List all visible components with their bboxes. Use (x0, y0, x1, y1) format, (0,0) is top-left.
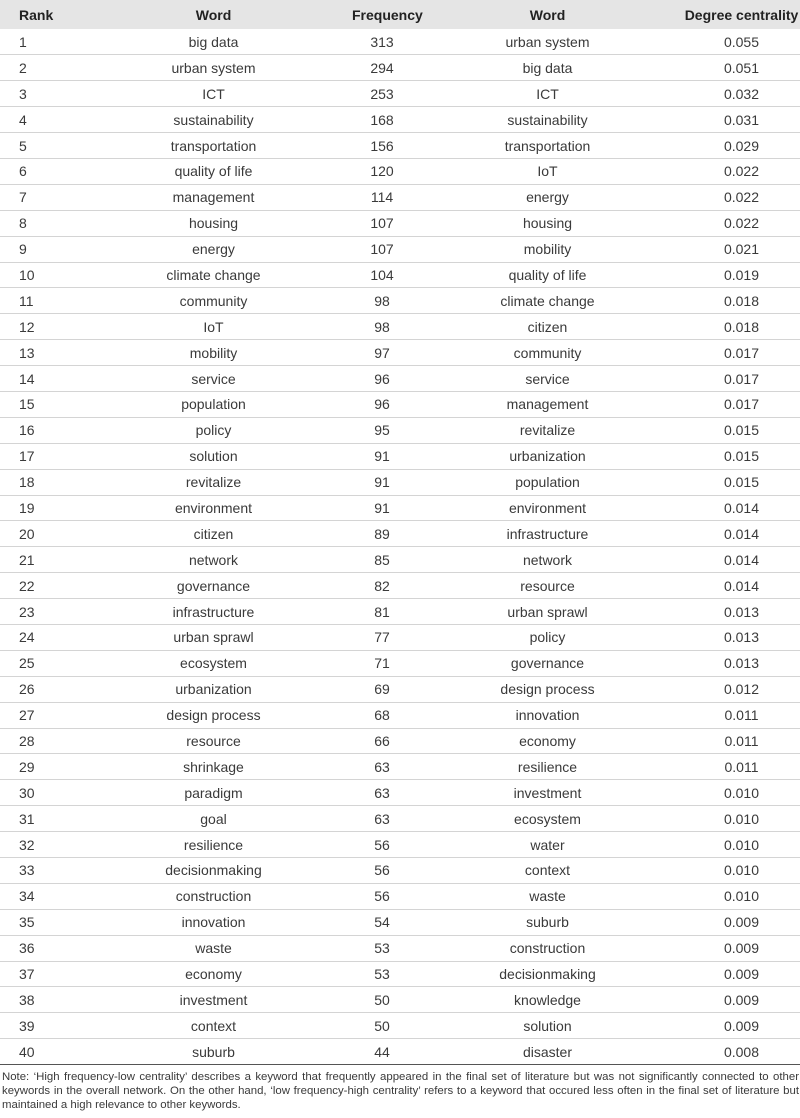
table-row (0, 676, 800, 702)
table-body (0, 29, 800, 1065)
table-row (0, 521, 800, 547)
cell-word-by-frequency: construction (175, 888, 252, 905)
cell-word-by-centrality: management (506, 396, 589, 413)
cell-word-by-frequency: service (191, 370, 236, 387)
table-row (0, 340, 800, 366)
cell-degree-centrality: 0.010 (723, 810, 760, 827)
cell-word-by-centrality: context (524, 862, 571, 879)
cell-word-by-centrality: urban sprawl (507, 603, 588, 620)
cell-degree-centrality: 0.021 (723, 241, 760, 258)
cell-degree-centrality: 0.031 (723, 111, 760, 128)
cell-degree-centrality: 0.019 (723, 266, 760, 283)
cell-word-by-centrality: innovation (515, 707, 580, 724)
cell-degree-centrality: 0.022 (723, 163, 760, 180)
cell-word-by-centrality: knowledge (514, 991, 581, 1008)
cell-word-by-frequency: quality of life (174, 163, 253, 180)
cell-rank: 4 (19, 111, 27, 128)
cell-rank: 30 (19, 784, 35, 801)
cell-rank: 11 (19, 292, 34, 309)
cell-word-by-centrality: IoT (537, 163, 558, 180)
cell-word-by-frequency: community (179, 292, 248, 309)
cell-frequency: 82 (374, 577, 390, 594)
cell-degree-centrality: 0.011 (724, 758, 759, 775)
header-row (0, 0, 800, 29)
cell-frequency: 89 (374, 525, 390, 542)
cell-degree-centrality: 0.010 (723, 862, 760, 879)
cell-word-by-frequency: governance (176, 577, 251, 594)
cell-word-by-centrality: water (530, 836, 565, 853)
cell-word-by-frequency: goal (200, 810, 227, 827)
table-row (0, 288, 800, 314)
cell-word-by-frequency: big data (188, 33, 239, 50)
cell-frequency: 114 (370, 189, 394, 206)
cell-word-by-frequency: citizen (193, 525, 234, 542)
cell-degree-centrality: 0.011 (724, 707, 759, 724)
cell-word-by-frequency: urban system (171, 59, 256, 76)
cell-rank: 29 (19, 758, 35, 775)
cell-word-by-centrality: ICT (536, 85, 559, 102)
cell-frequency: 104 (370, 266, 394, 283)
cell-degree-centrality: 0.018 (723, 318, 760, 335)
cell-rank: 33 (19, 862, 35, 879)
cell-frequency: 56 (374, 888, 390, 905)
cell-frequency: 97 (374, 344, 390, 361)
cell-frequency: 53 (374, 940, 390, 957)
cell-word-by-centrality: decisionmaking (499, 966, 596, 982)
cell-rank: 5 (19, 137, 27, 154)
cell-degree-centrality: 0.013 (723, 629, 760, 646)
cell-word-by-centrality: climate change (500, 292, 595, 309)
cell-degree-centrality: 0.009 (723, 914, 760, 931)
table-row (0, 391, 800, 417)
cell-word-by-frequency: waste (195, 940, 232, 957)
cell-word-by-frequency: shrinkage (183, 758, 244, 775)
cell-word-by-frequency: context (190, 1017, 237, 1034)
cell-frequency: 91 (374, 474, 390, 491)
cell-degree-centrality: 0.017 (723, 396, 760, 413)
table-row (0, 935, 800, 961)
cell-rank: 34 (19, 888, 35, 905)
cell-rank: 6 (19, 163, 27, 180)
cell-word-by-frequency: energy (192, 241, 235, 258)
cell-frequency: 63 (374, 810, 390, 827)
cell-degree-centrality: 0.009 (723, 940, 760, 957)
cell-word-by-frequency: ICT (202, 85, 225, 102)
cell-degree-centrality: 0.014 (723, 525, 760, 542)
cell-rank: 8 (19, 215, 27, 232)
cell-rank: 7 (19, 189, 27, 206)
cell-frequency: 95 (374, 422, 390, 439)
cell-frequency: 68 (374, 707, 390, 724)
table-row (0, 832, 800, 858)
cell-word-by-centrality: population (515, 474, 580, 491)
cell-word-by-centrality: energy (526, 189, 569, 206)
cell-rank: 31 (19, 810, 35, 827)
cell-frequency: 44 (374, 1043, 390, 1060)
cell-frequency: 168 (370, 111, 394, 128)
cell-word-by-frequency: resilience (183, 836, 244, 853)
cell-word-by-centrality: suburb (526, 914, 569, 931)
cell-rank: 15 (19, 396, 35, 413)
cell-frequency: 69 (374, 681, 390, 698)
cell-rank: 24 (19, 629, 35, 646)
cell-word-by-frequency: urbanization (175, 681, 252, 698)
cell-word-by-frequency: network (188, 551, 239, 568)
cell-frequency: 91 (374, 499, 390, 516)
cell-rank: 16 (19, 422, 35, 439)
cell-degree-centrality: 0.009 (723, 991, 760, 1008)
cell-word-by-centrality: urbanization (509, 448, 586, 465)
cell-word-by-centrality: solution (523, 1017, 572, 1034)
cell-word-by-centrality: quality of life (508, 266, 587, 283)
table-row (0, 858, 800, 884)
cell-word-by-centrality: design process (500, 681, 595, 698)
cell-frequency: 294 (370, 59, 394, 76)
cell-rank: 2 (19, 59, 27, 76)
cell-rank: 12 (19, 318, 35, 335)
cell-degree-centrality: 0.032 (723, 85, 760, 102)
table-row (0, 158, 800, 184)
cell-frequency: 96 (374, 396, 390, 413)
cell-frequency: 107 (370, 241, 394, 258)
cell-frequency: 50 (374, 1017, 390, 1034)
table-header (0, 0, 800, 29)
cell-frequency: 253 (370, 85, 394, 102)
table-row (0, 417, 800, 443)
cell-frequency: 91 (374, 448, 390, 465)
table-row (0, 909, 800, 935)
cell-rank: 14 (19, 370, 35, 387)
table-row (0, 55, 800, 81)
cell-frequency: 85 (374, 551, 390, 568)
cell-word-by-centrality: mobility (523, 241, 572, 258)
cell-rank: 3 (19, 85, 27, 102)
cell-degree-centrality: 0.012 (723, 681, 760, 698)
cell-degree-centrality: 0.009 (723, 966, 760, 982)
cell-frequency: 63 (374, 758, 390, 775)
cell-word-by-frequency: sustainability (173, 111, 254, 128)
header-rank: Rank (19, 6, 54, 23)
cell-word-by-frequency: climate change (166, 266, 261, 283)
table-row (0, 573, 800, 599)
table-row (0, 754, 800, 780)
table-row (0, 236, 800, 262)
cell-word-by-frequency: suburb (192, 1043, 235, 1060)
cell-degree-centrality: 0.011 (724, 732, 759, 749)
cell-word-by-centrality: sustainability (507, 111, 588, 128)
table-note: Note: ‘High frequency-low centrality’ describes a keyword that frequently appeared in the final set of literature but was not significantly connected to other keywords in the overall network. On the other hand, ‘low frequency-high centrality’ refers to a keyword that occured less often in the final set of literature but maintained a high relevance to other keywords. (2, 1071, 799, 1112)
table-row (0, 650, 800, 676)
table-row (0, 210, 800, 236)
cell-rank: 39 (19, 1017, 35, 1034)
header-word-centrality: Word (529, 6, 566, 23)
cell-degree-centrality: 0.055 (723, 33, 760, 50)
cell-rank: 36 (19, 940, 35, 957)
cell-word-by-frequency: resource (186, 732, 241, 749)
cell-frequency: 77 (374, 629, 390, 646)
cell-rank: 19 (19, 499, 35, 516)
cell-rank: 38 (19, 991, 35, 1008)
cell-word-by-frequency: policy (195, 422, 232, 439)
table-row (0, 1039, 800, 1065)
cell-frequency: 98 (374, 292, 390, 309)
cell-degree-centrality: 0.022 (723, 215, 760, 232)
cell-frequency: 120 (370, 163, 394, 180)
cell-word-by-centrality: disaster (522, 1043, 573, 1060)
cell-rank: 40 (19, 1043, 35, 1060)
table-row (0, 133, 800, 159)
cell-rank: 27 (19, 707, 35, 724)
cell-rank: 9 (19, 241, 27, 258)
cell-degree-centrality: 0.009 (723, 1017, 760, 1034)
cell-degree-centrality: 0.018 (723, 292, 760, 309)
cell-rank: 20 (19, 525, 35, 542)
cell-degree-centrality: 0.014 (723, 551, 760, 568)
cell-word-by-centrality: economy (519, 732, 576, 749)
cell-word-by-centrality: resilience (517, 758, 578, 775)
table-row (0, 366, 800, 392)
cell-word-by-centrality: environment (508, 499, 587, 516)
table-row (0, 443, 800, 469)
cell-word-by-centrality: construction (509, 940, 586, 957)
cell-word-by-frequency: ecosystem (180, 655, 247, 672)
cell-word-by-centrality: infrastructure (506, 525, 589, 542)
table-row (0, 547, 800, 573)
cell-degree-centrality: 0.014 (723, 577, 760, 594)
cell-word-by-frequency: IoT (203, 318, 224, 335)
cell-rank: 35 (19, 914, 35, 931)
table-row (0, 806, 800, 832)
cell-degree-centrality: 0.015 (723, 474, 760, 491)
cell-rank: 10 (19, 266, 35, 283)
cell-word-by-centrality: big data (522, 59, 573, 76)
header-word-frequency: Word (195, 6, 232, 23)
table-row (0, 599, 800, 625)
cell-frequency: 50 (374, 991, 390, 1008)
cell-word-by-frequency: revitalize (185, 474, 242, 491)
cell-word-by-frequency: paradigm (184, 784, 243, 801)
cell-word-by-centrality: housing (522, 215, 573, 232)
cell-rank: 13 (19, 344, 35, 361)
table-row (0, 262, 800, 288)
cell-word-by-centrality: waste (529, 888, 566, 905)
cell-frequency: 156 (370, 137, 394, 154)
cell-word-by-centrality: investment (513, 784, 582, 801)
cell-word-by-centrality: urban system (505, 33, 590, 50)
cell-degree-centrality: 0.010 (723, 784, 760, 801)
cell-word-by-frequency: housing (188, 215, 239, 232)
cell-degree-centrality: 0.014 (723, 499, 760, 516)
cell-degree-centrality: 0.051 (723, 59, 760, 76)
cell-rank: 18 (19, 474, 35, 491)
cell-word-by-frequency: decisionmaking (165, 862, 262, 879)
cell-rank: 26 (19, 681, 35, 698)
cell-degree-centrality: 0.010 (723, 888, 760, 905)
cell-word-by-centrality: governance (510, 655, 585, 672)
cell-rank: 21 (19, 551, 35, 568)
cell-word-by-frequency: population (181, 396, 246, 413)
cell-frequency: 107 (370, 215, 394, 232)
cell-word-by-frequency: solution (189, 448, 238, 465)
cell-word-by-frequency: investment (179, 991, 248, 1008)
table-row (0, 107, 800, 133)
cell-frequency: 63 (374, 784, 390, 801)
cell-word-by-centrality: transportation (504, 137, 591, 154)
cell-word-by-frequency: design process (166, 707, 261, 724)
cell-frequency: 81 (374, 603, 390, 620)
cell-frequency: 54 (374, 914, 390, 931)
table-row (0, 314, 800, 340)
cell-rank: 32 (19, 836, 35, 853)
cell-rank: 1 (19, 33, 27, 50)
cell-frequency: 66 (374, 732, 390, 749)
cell-degree-centrality: 0.017 (723, 344, 760, 361)
cell-frequency: 56 (374, 862, 390, 879)
cell-rank: 22 (19, 577, 35, 594)
cell-word-by-frequency: innovation (181, 914, 246, 931)
table-row (0, 961, 800, 987)
cell-degree-centrality: 0.015 (723, 422, 760, 439)
cell-frequency: 313 (370, 33, 394, 50)
table-row (0, 184, 800, 210)
cell-degree-centrality: 0.022 (723, 189, 760, 206)
cell-word-by-frequency: economy (185, 966, 242, 982)
cell-word-by-centrality: citizen (527, 318, 568, 335)
cell-word-by-frequency: infrastructure (172, 603, 255, 620)
cell-word-by-frequency: management (172, 189, 255, 206)
cell-rank: 23 (19, 603, 35, 620)
table-row (0, 987, 800, 1013)
cell-word-by-frequency: urban sprawl (173, 629, 254, 646)
cell-rank: 25 (19, 655, 35, 672)
cell-frequency: 56 (374, 836, 390, 853)
table-row (0, 702, 800, 728)
table-row (0, 624, 800, 650)
header-frequency: Frequency (352, 6, 423, 23)
table-row (0, 29, 800, 55)
cell-degree-centrality: 0.015 (723, 448, 760, 465)
cell-word-by-frequency: transportation (170, 137, 257, 154)
table-row (0, 883, 800, 909)
table-row (0, 81, 800, 107)
cell-degree-centrality: 0.010 (723, 836, 760, 853)
cell-degree-centrality: 0.013 (723, 655, 760, 672)
cell-word-by-frequency: mobility (189, 344, 238, 361)
cell-frequency: 98 (374, 318, 390, 335)
cell-word-by-centrality: community (513, 344, 582, 361)
cell-word-by-centrality: resource (520, 577, 575, 594)
cell-word-by-centrality: ecosystem (514, 810, 581, 827)
table-row (0, 469, 800, 495)
cell-rank: 28 (19, 732, 35, 749)
cell-rank: 17 (19, 448, 35, 465)
cell-rank: 37 (19, 966, 35, 982)
table-row (0, 780, 800, 806)
cell-frequency: 71 (374, 655, 390, 672)
cell-degree-centrality: 0.008 (723, 1043, 760, 1060)
table-row (0, 728, 800, 754)
table-row (0, 1013, 800, 1039)
cell-degree-centrality: 0.013 (723, 603, 760, 620)
cell-word-by-centrality: revitalize (519, 422, 576, 439)
cell-word-by-centrality: service (525, 370, 570, 387)
cell-degree-centrality: 0.029 (723, 137, 760, 154)
cell-word-by-centrality: network (522, 551, 573, 568)
cell-frequency: 53 (374, 966, 390, 982)
cell-word-by-frequency: environment (174, 499, 253, 516)
table-row (0, 495, 800, 521)
cell-degree-centrality: 0.017 (723, 370, 760, 387)
cell-frequency: 96 (374, 370, 390, 387)
cell-word-by-centrality: policy (529, 629, 566, 646)
header-degree-centrality: Degree centrality (684, 6, 799, 23)
